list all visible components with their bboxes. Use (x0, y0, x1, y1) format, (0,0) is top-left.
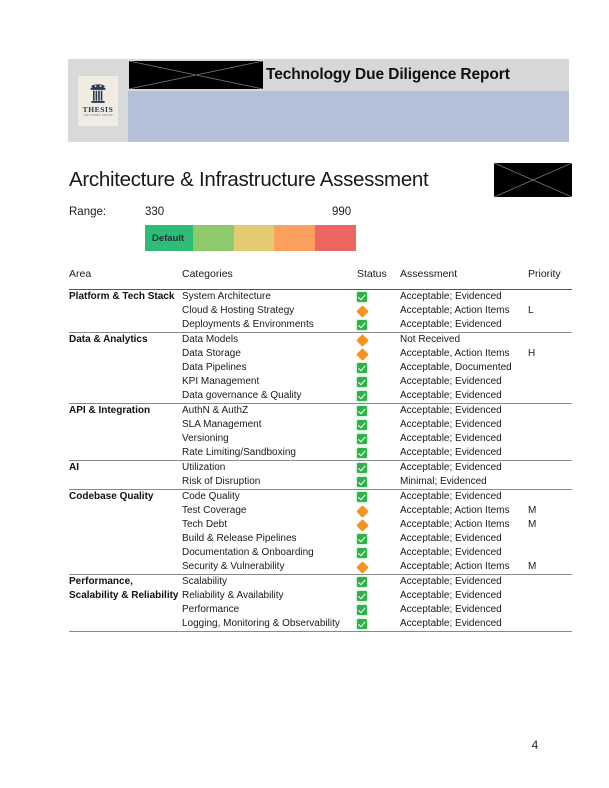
assessment-text: Acceptable, Documented (400, 362, 512, 373)
status-check-icon (357, 406, 367, 416)
priority-value: L (528, 305, 534, 316)
range-label: Range: (69, 206, 107, 218)
gradient-segment-1 (145, 225, 193, 251)
area-cell: AI (69, 461, 182, 490)
page-title: Architecture & Infrastructure Assessment (69, 168, 429, 191)
category-label: Versioning (182, 433, 229, 444)
priority-value (528, 532, 572, 546)
area-cell: Platform & Tech Stack (69, 291, 175, 302)
assessment-cell (400, 490, 528, 575)
status-check-icon (357, 492, 367, 502)
logo-wordmark: THESIS (82, 105, 114, 115)
category-label: Code Quality (182, 491, 240, 502)
status-check-icon (357, 448, 367, 458)
assessment-text: Not Received (400, 334, 461, 345)
category-label: Tech Debt (182, 519, 228, 530)
priority-value (528, 389, 572, 403)
assessment-text: Acceptable; Action Items (400, 305, 510, 316)
category-label: Build & Release Pipelines (182, 533, 297, 544)
priority-value (528, 546, 572, 560)
assessment-table (69, 261, 572, 631)
category-label: Security & Vulnerability (182, 561, 285, 572)
categories-cell (182, 404, 357, 461)
assessment-text: Acceptable; Action Items (400, 561, 510, 572)
area-cell: Performance, Scalability & Reliability (69, 575, 182, 632)
status-check-icon (357, 591, 367, 601)
category-label: Risk of Disruption (182, 476, 261, 487)
header-title-bar (128, 59, 569, 91)
gradient-segment-4 (274, 225, 315, 251)
assessment-cell (400, 575, 528, 632)
table-row (69, 333, 572, 404)
area-cell: Data & Analytics (69, 333, 182, 404)
status-check-icon (357, 420, 367, 430)
assessment-text: Acceptable; Action Items (400, 519, 510, 530)
categories-cell (182, 575, 357, 632)
status-check-icon (357, 548, 367, 558)
category-label: Data governance & Quality (182, 390, 302, 401)
categories-cell (182, 333, 357, 404)
report-title: Technology Due Diligence Report (266, 66, 510, 83)
status-check-icon (357, 363, 367, 373)
priority-value (528, 290, 572, 304)
table-body (69, 290, 572, 632)
assessment-cell (400, 461, 528, 490)
assessment-text: Acceptable; Evidenced (400, 576, 502, 587)
priority-cell (528, 333, 572, 404)
column-header-area: Area (69, 261, 182, 290)
range-legend (69, 206, 572, 222)
category-label: AuthN & AuthZ (182, 405, 249, 416)
assessment-text: Acceptable; Action Items (400, 505, 510, 516)
status-cell (357, 404, 400, 461)
status-check-icon (357, 577, 367, 587)
priority-value: M (528, 561, 537, 572)
redacted-client-name (129, 61, 263, 89)
assessment-text: Acceptable; Evidenced (400, 547, 502, 558)
area-cell: API & Integration (69, 404, 182, 461)
assessment-text: Acceptable; Evidenced (400, 319, 502, 330)
area-cell: Codebase Quality (69, 490, 182, 575)
status-check-icon (357, 434, 367, 444)
category-label: KPI Management (182, 376, 260, 387)
status-check-icon (357, 463, 367, 473)
column-header-assessment: Assessment (400, 261, 528, 290)
assessment-text: Acceptable, Action Items (400, 348, 510, 359)
category-label: Test Coverage (182, 505, 247, 516)
status-check-icon (357, 605, 367, 615)
priority-value (528, 361, 572, 375)
assessment-cell (400, 404, 528, 461)
table-row (69, 404, 572, 461)
page-number: 4 (531, 738, 539, 752)
priority-value: M (528, 519, 537, 530)
priority-value (528, 318, 572, 332)
priority-value (528, 333, 572, 347)
priority-value (528, 617, 572, 631)
category-label: System Architecture (182, 291, 271, 302)
categories-cell (182, 490, 357, 575)
status-warning-diamond-icon (356, 561, 369, 574)
status-warning-diamond-icon (356, 334, 369, 347)
assessment-text: Acceptable; Evidenced (400, 405, 502, 416)
priority-value (528, 475, 572, 489)
categories-cell (182, 290, 357, 333)
priority-value: H (528, 348, 536, 359)
assessment-text: Acceptable; Evidenced (400, 376, 502, 387)
category-label: Deployments & Environments (182, 319, 314, 330)
assessment-text: Acceptable; Evidenced (400, 433, 502, 444)
table-row (69, 490, 572, 575)
category-label: Utilization (182, 462, 226, 473)
logo-cell (68, 59, 128, 142)
status-check-icon (357, 377, 367, 387)
page-title-row (69, 163, 572, 197)
priority-cell (528, 461, 572, 490)
status-warning-diamond-icon (356, 348, 369, 361)
thesis-logo (78, 76, 118, 126)
priority-value: M (528, 505, 537, 516)
categories-cell (182, 461, 357, 490)
assessment-text: Acceptable; Evidenced (400, 419, 502, 430)
logo-subtext: ADVISORY GROUP (83, 113, 113, 117)
priority-value (528, 418, 572, 432)
status-check-icon (357, 391, 367, 401)
assessment-text: Acceptable; Evidenced (400, 618, 502, 629)
category-label: Data Models (182, 334, 239, 345)
status-warning-diamond-icon (356, 519, 369, 532)
category-label: Data Storage (182, 348, 241, 359)
priority-value (528, 575, 572, 589)
table-header-row (69, 261, 572, 290)
column-header-categories: Categories (182, 261, 357, 290)
priority-cell (528, 290, 572, 333)
status-check-icon (357, 292, 367, 302)
category-label: Rate Limiting/Sandboxing (182, 447, 296, 458)
assessment-text: Acceptable; Evidenced (400, 533, 502, 544)
redacted-title-badge (494, 163, 572, 197)
gradient-segment-5 (315, 225, 356, 251)
status-cell (357, 333, 400, 404)
assessment-text: Acceptable; Evidenced (400, 291, 502, 302)
status-check-icon (357, 320, 367, 330)
category-label: Data Pipelines (182, 362, 247, 373)
assessment-text: Minimal; Evidenced (400, 476, 487, 487)
priority-value (528, 589, 572, 603)
status-cell (357, 461, 400, 490)
table-row (69, 290, 572, 333)
category-label: Reliability & Availability (182, 590, 284, 601)
priority-cell (528, 575, 572, 632)
assessment-text: Acceptable; Evidenced (400, 590, 502, 601)
table-row (69, 461, 572, 490)
assessment-text: Acceptable; Evidenced (400, 390, 502, 401)
priority-value (528, 490, 572, 504)
priority-value (528, 404, 572, 418)
default-marker-label: Default (152, 232, 185, 244)
assessment-text: Acceptable; Evidenced (400, 447, 502, 458)
assessment-cell (400, 290, 528, 333)
range-max-value: 990 (332, 206, 352, 218)
gradient-segment-3 (234, 225, 275, 251)
priority-cell (528, 404, 572, 461)
classical-column-icon (88, 83, 108, 105)
report-header-banner (68, 59, 569, 142)
status-check-icon (357, 534, 367, 544)
column-header-status: Status (357, 261, 400, 290)
assessment-text: Acceptable; Evidenced (400, 604, 502, 615)
assessment-table-container (69, 261, 572, 632)
status-cell (357, 290, 400, 333)
header-right-panel (128, 59, 569, 142)
status-warning-diamond-icon (356, 505, 369, 518)
priority-cell (528, 490, 572, 575)
column-header-priority: Priority (528, 261, 572, 290)
category-label: Scalability (182, 576, 228, 587)
assessment-text: Acceptable; Evidenced (400, 462, 502, 473)
assessment-cell (400, 333, 528, 404)
category-label: Cloud & Hosting Strategy (182, 305, 295, 316)
range-gradient-bar (145, 225, 356, 251)
table-row (69, 575, 572, 632)
category-label: Documentation & Onboarding (182, 547, 314, 558)
table-header (69, 261, 572, 290)
status-cell (357, 490, 400, 575)
priority-value (528, 446, 572, 460)
range-min-value: 330 (145, 206, 165, 218)
status-warning-diamond-icon (356, 305, 369, 318)
table-bottom-divider (69, 631, 572, 632)
priority-value (528, 375, 572, 389)
header-accent-band (128, 91, 569, 142)
category-label: Logging, Monitoring & Observability (182, 618, 340, 629)
gradient-segment-2 (193, 225, 234, 251)
category-label: SLA Management (182, 419, 262, 430)
status-cell (357, 575, 400, 632)
priority-value (528, 603, 572, 617)
status-check-icon (357, 619, 367, 629)
priority-value (528, 432, 572, 446)
category-label: Performance (182, 604, 240, 615)
assessment-text: Acceptable; Evidenced (400, 491, 502, 502)
status-check-icon (357, 477, 367, 487)
priority-value (528, 461, 572, 475)
